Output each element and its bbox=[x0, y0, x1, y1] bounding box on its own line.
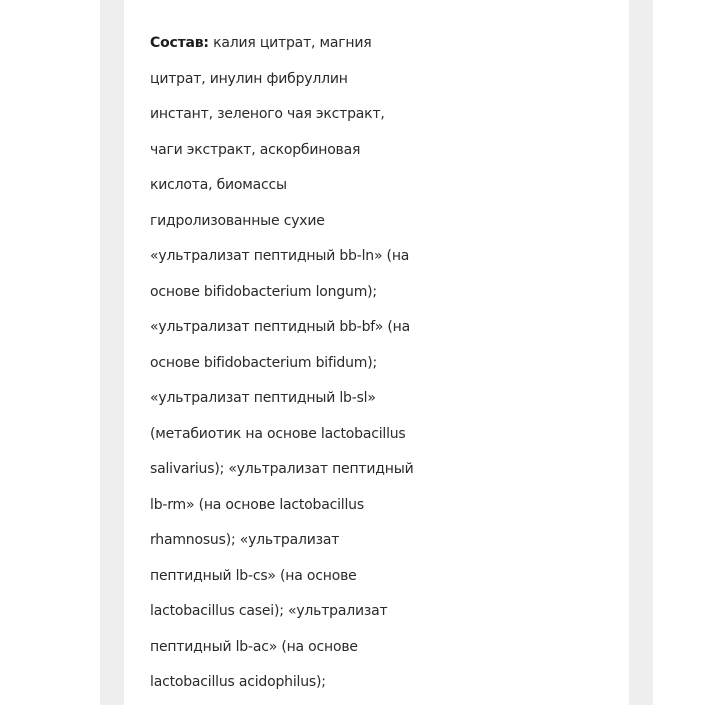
composition-line bbox=[150, 26, 620, 62]
left-border-band bbox=[100, 0, 124, 705]
composition-line: (метабиотик на основе lactobacillus bbox=[150, 425, 406, 442]
composition-line-text: калия цитрат, магния bbox=[208, 35, 372, 51]
composition-line: кислота, биомассы bbox=[150, 177, 287, 193]
composition-line: salivarius); «ультрализат пептидный bbox=[150, 461, 414, 477]
composition-line: «ультрализат пептидный lb-sl» bbox=[150, 390, 376, 406]
composition-line: гидролизованные сухие bbox=[150, 212, 325, 229]
composition-line: «ультрализат пептидный bb-ln» (на bbox=[150, 248, 410, 264]
composition-line: основе bifidobacterium bifidum); bbox=[150, 354, 377, 371]
composition-line: чаги экстракт, аскорбиновая bbox=[150, 141, 361, 158]
composition-line: основе bifidobacterium longum); bbox=[150, 283, 377, 300]
right-border-band bbox=[629, 0, 653, 705]
composition-line: lactobacillus casei); «ультрализат bbox=[150, 603, 388, 619]
composition-line: rhamnosus); «ультрализат bbox=[150, 532, 340, 548]
composition-line: «ультрализат пептидный bb-bf» (на bbox=[150, 319, 410, 335]
composition-line: инстант, зеленого чая экстракт, bbox=[150, 106, 385, 122]
composition-line: пептидный lb-cs» (на основе bbox=[150, 567, 357, 584]
composition-line: lactobacillus acidophilus); bbox=[150, 674, 326, 690]
composition-text bbox=[150, 26, 620, 701]
composition-line: пептидный lb-ac» (на основе bbox=[150, 638, 358, 655]
composition-label: Состав: bbox=[150, 35, 209, 51]
composition-line: цитрат, инулин фибруллин bbox=[150, 70, 348, 87]
composition-line: lb-rm» (на основе lactobacillus bbox=[150, 496, 364, 513]
